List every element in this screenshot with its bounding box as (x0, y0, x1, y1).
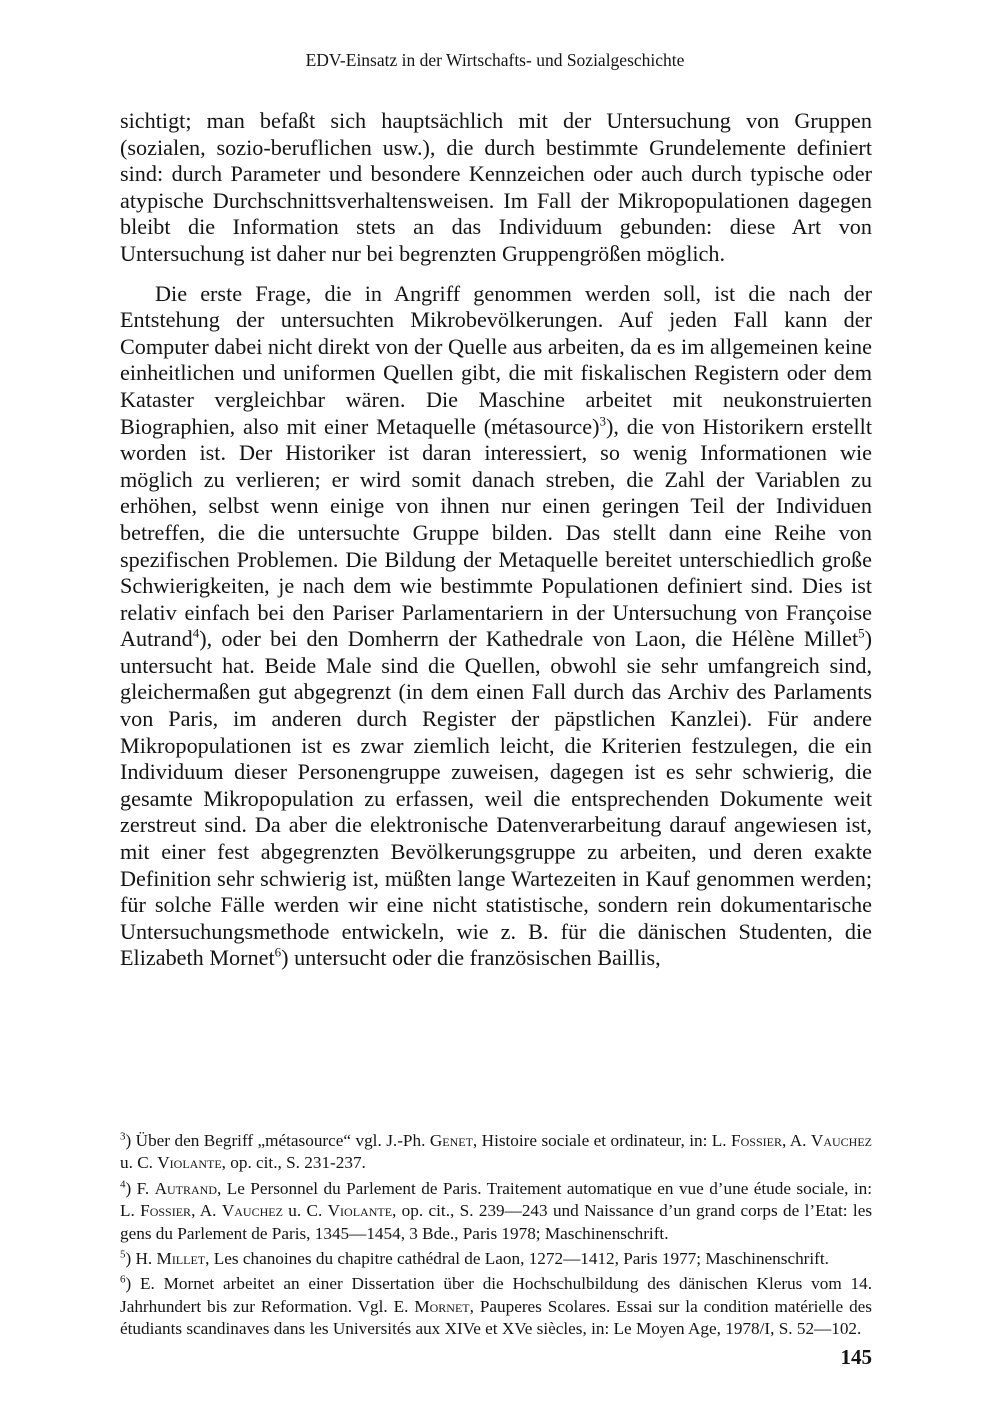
author-name: Violante (157, 1153, 222, 1173)
text-run: , op. cit., S. 239—243 und Naissance d’un grand corps de l’Etat: les gens du Parlement de Paris, 1345—1454, 3 Bde., Paris 1978; Maschinenschrift. (120, 1201, 873, 1243)
text-run: ) F. (125, 1178, 155, 1198)
footnote-mark: 4 (120, 1178, 126, 1191)
running-header: EDV-Einsatz in der Wirtschafts- und Sozialgeschichte (305, 50, 685, 70)
footnotes (120, 1130, 872, 1344)
text-run: ) E. Mornet arbeitet an einer Dissertation über die Hochschulbildung des dänischen Klerus vom 14. Jahrhundert bis zur Reformation. Vgl. E. (120, 1274, 872, 1316)
text-run: , Pauperes Scolares. Essai sur la condition matérielle des étudiants scandinaves dans les Universités aux XIVe et XVe siècles, in: Le Moyen Age, 1978/I, S. 52—102. (120, 1296, 872, 1339)
text-run: ) H. (125, 1249, 157, 1269)
text-run: u. C. (282, 1201, 328, 1221)
author-name: Millet (156, 1249, 206, 1269)
text-run: Die erste Frage, die in Angriff genommen werden soll, ist die nach der Entstehung der untersuchten Mikrobevölkerungen. Auf jeden Fall kann der Computer dabei nicht direkt von der Quelle aus arbeiten, da es im allgemeinen keine einheitlichen und uniformen Quellen gibt, die mit fiskalischen Registern oder dem Kataster vergleichbar wären. Die Maschine arbeitet mit neukonstruierten Biographien, also mit einer Metaquelle (métasource) (120, 280, 872, 439)
footnote-6 (120, 1273, 872, 1340)
author-name: Vauchez (221, 1201, 283, 1221)
text-run: ) untersucht oder die französischen Baillis, (281, 945, 661, 971)
text-run: ) Über den Begriff „métasource“ vgl. J.-Ph. (125, 1131, 430, 1150)
footnote-mark: 5 (120, 1248, 126, 1261)
paragraph-1: sichtigt; man befaßt sich hauptsächlich mit der Untersuchung von Gruppen (sozialen, sozio-beruflichen usw.), die durch bestimmte Grundelemente definiert sind: durch Parameter und besondere Kennzeichen oder auch durch typische oder atypische Durchschnittsverhaltensweisen. Im Fall der Mikropopulationen dagegen bleibt die Information stets an das Individuum gebunden: diese Art von Untersuchung ist daher nur bei begrenzten Gruppengrößen möglich. (120, 108, 872, 266)
footnote-ref-4: 4 (192, 625, 200, 641)
footnote-ref-6: 6 (274, 945, 282, 961)
footnote-mark: 3 (120, 1130, 126, 1143)
author-name: Fossier (140, 1201, 192, 1221)
page-number: 145 (840, 1345, 872, 1369)
footnote-3 (120, 1130, 872, 1175)
author-name: Mornet (414, 1296, 470, 1316)
author-name: Autrand (154, 1178, 217, 1198)
text-run: , Les chanoines du chapitre cathédral de Laon, 1272—1412, Paris 1977; Maschinenschrift. (205, 1249, 829, 1269)
text-run: , Histoire sociale et ordinateur, in: L. (472, 1131, 732, 1150)
main-text (120, 108, 872, 972)
footnote-5 (120, 1248, 872, 1270)
author-name: Violante (327, 1201, 393, 1221)
text-run: , A. (781, 1131, 811, 1150)
paragraph-2 (120, 281, 872, 972)
footnote-mark: 6 (120, 1273, 126, 1286)
author-name: Fossier (731, 1131, 782, 1150)
text-run: u. C. (120, 1153, 158, 1173)
text-run: , A. (191, 1201, 222, 1221)
author-name: Vauchez (810, 1131, 872, 1150)
footnote-ref-3: 3 (599, 413, 607, 429)
author-name: Genet (429, 1131, 473, 1150)
text-run: ), oder bei den Domherrn der Kathedrale von Laon, die Hélène Millet (199, 626, 859, 652)
text-run: , op. cit., S. 231-237. (221, 1153, 366, 1173)
text-run: ), die von Historikern erstellt worden ist. Der Historiker ist daran interessiert, so wenig Informationen wie möglich zu verlieren; er wird somit danach streben, die Zahl der Variablen zu erhöhen, selbst wenn einige von ihnen nur einen geringen Teil der Individuen betreffen, die die untersuchte Gruppe bilden. Das stellt dann eine Reihe von spezifischen Problemen. Die Bildung der Metaquelle bereitet unterschiedlich große Schwierigkeiten, je nach dem wie bestimmte Populationen definiert sind. Dies ist relativ einfach bei den Pariser Parlamentariern in der Untersuchung von Françoise Autrand (120, 413, 873, 652)
text-run: , Le Personnel du Parlement de Paris. Traitement automatique en vue d’une étude sociale, in: L. (120, 1178, 873, 1221)
text-run: ) untersucht hat. Beide Male sind die Quellen, obwohl sie sehr umfangreich sind, gleichermaßen gut abgegrenzt (in dem einen Fall durch das Archiv des Parlaments von Paris, im anderen durch Register der päpstlichen Kanzlei). Für andere Mikropopulationen ist es zwar ziemlich leicht, die Kriterien festzulegen, die ein Individuum dieser Personengruppe zuweisen, dagegen ist es sehr schwierig, die gesamte Mikropopulation zu erfassen, weil die entsprechenden Dokumente weit zerstreut sind. Da aber die elektronische Datenverarbeitung darauf angewiesen ist, mit einer fest abgegrenzten Bevölkerungsgruppe zu arbeiten, und deren exakte Definition sehr schwierig ist, müßten lange Wartezeiten in Kauf genommen werden; für solche Fälle werden wir eine nicht statistische, sondern rein dokumentarische Untersuchungsmethode entwickeln, wie z. B. für die dänischen Studenten, die Elizabeth Mornet (120, 626, 872, 971)
footnote-4 (120, 1178, 872, 1245)
footnote-ref-5: 5 (858, 625, 865, 641)
